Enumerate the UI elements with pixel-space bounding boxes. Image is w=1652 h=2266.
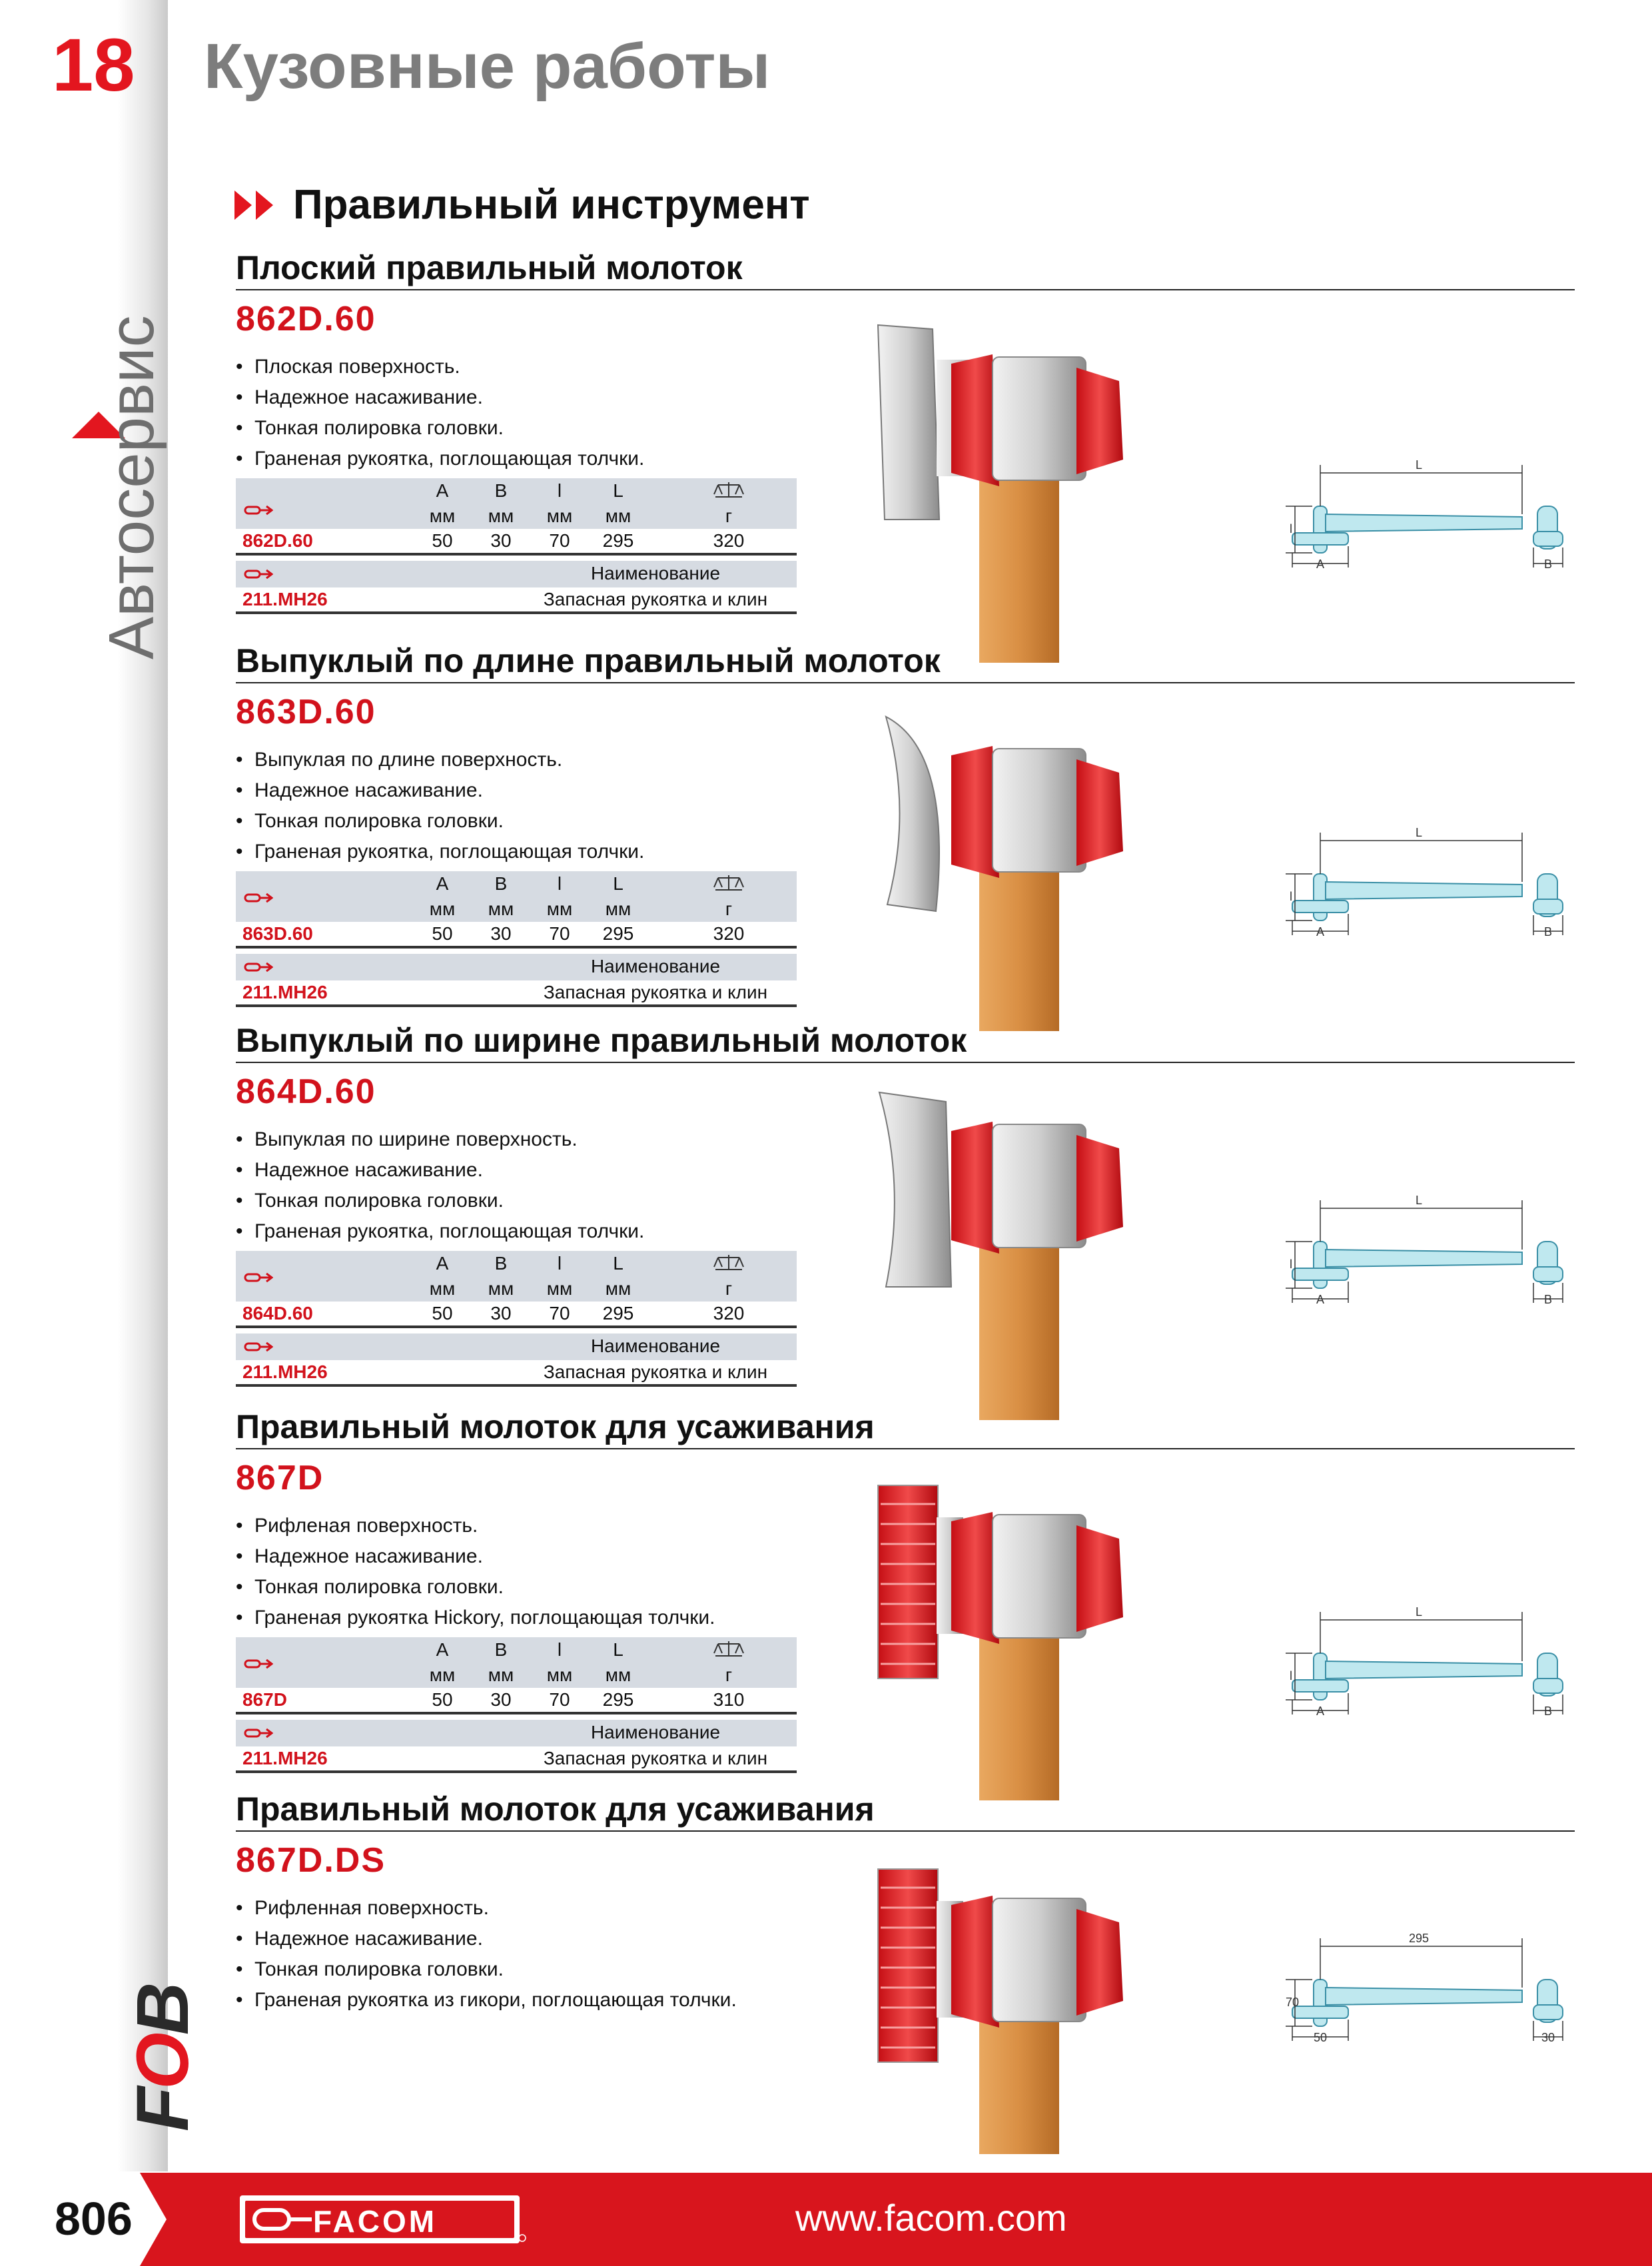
col-l-small-header: l	[557, 873, 562, 894]
spec-a: 50	[432, 923, 453, 944]
facom-logo	[240, 2195, 526, 2243]
feature-list	[236, 745, 835, 867]
col-l-small-header: l	[557, 1639, 562, 1660]
unit-label: мм	[429, 899, 456, 919]
unit-label: мм	[546, 1278, 573, 1299]
spare-ref: 211.MH26	[242, 1748, 328, 1768]
spec-table	[236, 1251, 797, 1387]
spec-weight: 320	[713, 923, 745, 944]
feature-item: • Тонкая полировка головки.	[236, 1572, 835, 1603]
reference-cue-icon	[244, 1726, 273, 1740]
product-title: Выпуклый по ширине правильный молоток	[236, 1022, 967, 1059]
spare-ref: 211.MH26	[242, 982, 328, 1002]
dim-label-B: B	[1543, 1704, 1553, 1718]
reference-cue-icon	[244, 1657, 273, 1671]
col-l-header: L	[613, 873, 623, 894]
feature-list	[236, 1124, 835, 1247]
unit-label: г	[725, 1278, 733, 1299]
spec-l-small: 70	[549, 530, 570, 551]
spare-row	[236, 1746, 797, 1773]
dimension-diagram	[1286, 1188, 1579, 1322]
unit-label: мм	[488, 1278, 514, 1299]
spec-l: 295	[602, 1689, 634, 1710]
spec-weight: 320	[713, 1303, 745, 1323]
hammer-867dds-image	[873, 1861, 1152, 2154]
spare-row	[236, 980, 797, 1007]
dim-label-A: A	[1316, 558, 1325, 571]
section-header	[234, 181, 810, 228]
page-title: Кузовные работы	[204, 31, 771, 102]
product-title: Правильный молоток для усаживания	[236, 1790, 875, 1828]
spec-l: 295	[602, 530, 634, 551]
weight-scale-icon	[702, 1637, 755, 1663]
spare-header	[236, 1720, 797, 1746]
feature-item: • Тонкая полировка головки.	[236, 1954, 835, 1985]
unit-label: мм	[429, 506, 456, 526]
reference-cue-icon	[244, 891, 273, 905]
spec-row	[236, 1688, 797, 1714]
dimension-diagram	[1286, 1926, 1579, 2060]
product-title: Плоский правильный молоток	[236, 249, 743, 286]
side-category-label: Автосервис	[96, 315, 167, 659]
spare-ref: 211.MH26	[242, 1361, 328, 1382]
product-code: 863D.60	[236, 693, 376, 731]
col-b-header: B	[494, 873, 508, 894]
dim-label-B: B	[1543, 558, 1553, 571]
feature-item: • Тонкая полировка головки.	[236, 413, 835, 444]
dim-label-A: A	[1316, 1293, 1325, 1306]
dim-label-l: l	[1290, 1258, 1292, 1271]
feature-item: • Рифленная поверхность.	[236, 1893, 835, 1924]
spec-l-small: 70	[549, 923, 570, 944]
hammer-867d-image	[873, 1477, 1152, 1800]
footer	[0, 2173, 1652, 2266]
spec-a: 50	[432, 1303, 453, 1323]
spec-b: 30	[490, 1303, 512, 1323]
spare-name: Запасная рукоятка и клин	[543, 589, 768, 609]
product-title: Правильный молоток для усаживания	[236, 1408, 875, 1445]
unit-label: мм	[546, 506, 573, 526]
hammer-864d-image	[873, 1087, 1152, 1420]
product-title: Выпуклый по длине правильный молоток	[236, 642, 941, 679]
feature-item: • Надежное насаживание.	[236, 1924, 835, 1954]
col-l-small-header: l	[557, 1253, 562, 1274]
spec-ref: 864D.60	[242, 1303, 313, 1323]
spare-header-label: Наименование	[590, 1335, 721, 1356]
spec-a: 50	[432, 1689, 453, 1710]
unit-label: мм	[488, 1665, 514, 1685]
feature-item: • Выпуклая по ширине поверхность.	[236, 1124, 835, 1155]
feature-item: • Тонкая полировка головки.	[236, 1186, 835, 1216]
col-a-header: A	[436, 1253, 449, 1274]
feature-item: • Надежное насаживание.	[236, 1541, 835, 1572]
dim-label-B: B	[1543, 1293, 1553, 1306]
feature-item: • Надежное насаживание.	[236, 775, 835, 806]
divider	[236, 1830, 1575, 1832]
col-l-small-header: l	[557, 480, 562, 501]
reference-cue-icon	[244, 1340, 273, 1353]
col-a-header: A	[436, 1639, 449, 1660]
feature-item: • Граненая рукоятка, поглощающая толчки.	[236, 837, 835, 867]
page-number: 806	[55, 2193, 133, 2245]
divider	[236, 1062, 1575, 1063]
spec-row	[236, 1302, 797, 1328]
double-arrow-icon	[234, 190, 277, 220]
product-code: 867D.DS	[236, 1841, 386, 1880]
col-l-header: L	[613, 480, 623, 501]
col-a-header: A	[436, 873, 449, 894]
unit-label: мм	[605, 1665, 631, 1685]
dim-label-A: 50	[1313, 2031, 1328, 2044]
unit-label: мм	[605, 1278, 631, 1299]
spare-header	[236, 561, 797, 587]
reference-cue-icon	[244, 504, 273, 517]
spec-weight: 310	[713, 1689, 745, 1710]
feature-item: • Граненая рукоятка Hickory, поглощающая толчки.	[236, 1603, 835, 1633]
spec-header	[236, 478, 797, 529]
unit-label: мм	[546, 1665, 573, 1685]
dim-label-A: A	[1316, 1704, 1325, 1718]
reference-cue-icon	[244, 960, 273, 974]
dim-label-L: L	[1415, 458, 1423, 472]
col-a-header: A	[436, 480, 449, 501]
col-b-header: B	[494, 1253, 508, 1274]
spare-row	[236, 587, 797, 614]
spare-header-label: Наименование	[590, 563, 721, 583]
dim-label-l: 70	[1286, 1996, 1300, 2009]
weight-scale-icon	[702, 871, 755, 897]
product-code: 862D.60	[236, 300, 376, 338]
spare-name: Запасная рукоятка и клин	[543, 1361, 768, 1382]
feature-item: • Надежное насаживание.	[236, 1155, 835, 1186]
reference-cue-icon	[244, 1271, 273, 1284]
brand-logo-fob: FOB	[122, 1984, 204, 2131]
unit-label: мм	[488, 506, 514, 526]
section-title: Правильный инструмент	[293, 182, 810, 228]
feature-list	[236, 1511, 835, 1633]
feature-item: • Выпуклая по длине поверхность.	[236, 745, 835, 775]
spec-b: 30	[490, 923, 512, 944]
facom-logo-text: FACOM	[313, 2204, 438, 2239]
spec-l: 295	[602, 923, 634, 944]
spare-row	[236, 1360, 797, 1387]
spec-weight: 320	[713, 530, 745, 551]
col-l-header: L	[613, 1639, 623, 1660]
feature-list	[236, 352, 835, 474]
unit-label: мм	[429, 1665, 456, 1685]
divider	[236, 289, 1575, 290]
spec-a: 50	[432, 530, 453, 551]
unit-label: мм	[488, 899, 514, 919]
spare-name: Запасная рукоятка и клин	[543, 1748, 768, 1768]
spec-table	[236, 871, 797, 1007]
spare-ref: 211.MH26	[242, 589, 328, 609]
weight-scale-icon	[702, 478, 755, 504]
unit-label: г	[725, 1665, 733, 1685]
spec-b: 30	[490, 1689, 512, 1710]
spec-header	[236, 1637, 797, 1688]
col-b-header: B	[494, 480, 508, 501]
spec-b: 30	[490, 530, 512, 551]
divider	[236, 682, 1575, 683]
spec-l-small: 70	[549, 1303, 570, 1323]
spec-table	[236, 1637, 797, 1773]
dim-label-L: L	[1415, 1194, 1423, 1207]
hammer-863d-image	[873, 711, 1152, 1031]
chapter-number: 18	[52, 23, 135, 107]
spec-ref: 867D	[242, 1689, 287, 1710]
spare-header-label: Наименование	[590, 1722, 721, 1742]
spec-header	[236, 871, 797, 922]
website-url[interactable]: www.facom.com	[795, 2197, 1067, 2239]
col-l-header: L	[613, 1253, 623, 1274]
dim-label-B: B	[1543, 925, 1553, 939]
product-code: 864D.60	[236, 1072, 376, 1111]
spec-header	[236, 1251, 797, 1302]
hammer-862d-image	[873, 320, 1152, 663]
spec-row	[236, 922, 797, 948]
dim-label-L: 295	[1408, 1932, 1430, 1945]
spec-table	[236, 478, 797, 614]
spec-l-small: 70	[549, 1689, 570, 1710]
feature-item: • Плоская поверхность.	[236, 352, 835, 382]
spare-header-label: Наименование	[590, 956, 721, 976]
dim-label-l: l	[1290, 890, 1292, 903]
reference-cue-icon	[244, 567, 273, 581]
feature-item: • Тонкая полировка головки.	[236, 806, 835, 837]
dimension-diagram	[1286, 1600, 1579, 1733]
spec-ref: 862D.60	[242, 530, 313, 551]
unit-label: г	[725, 899, 733, 919]
feature-item: • Граненая рукоятка из гикори, поглощающая толчки.	[236, 1985, 835, 2016]
unit-label: мм	[546, 899, 573, 919]
dim-label-L: L	[1415, 826, 1423, 839]
unit-label: мм	[429, 1278, 456, 1299]
product-code: 867D	[236, 1459, 324, 1497]
weight-scale-icon	[702, 1251, 755, 1276]
spec-ref: 863D.60	[242, 923, 313, 944]
spec-l: 295	[602, 1303, 634, 1323]
feature-item: • Надежное насаживание.	[236, 382, 835, 413]
spare-header	[236, 954, 797, 980]
divider	[236, 1448, 1575, 1449]
feature-list	[236, 1893, 835, 2016]
feature-item: • Граненая рукоятка, поглощающая толчки.	[236, 1216, 835, 1247]
dim-label-l: l	[1290, 1669, 1292, 1683]
feature-item: • Рифленая поверхность.	[236, 1511, 835, 1541]
unit-label: мм	[605, 899, 631, 919]
unit-label: г	[725, 506, 733, 526]
unit-label: мм	[605, 506, 631, 526]
dim-label-B: 30	[1541, 2031, 1555, 2044]
dim-label-A: A	[1316, 925, 1325, 939]
feature-item: • Граненая рукоятка, поглощающая толчки.	[236, 444, 835, 474]
dimension-diagram	[1286, 821, 1579, 954]
spare-name: Запасная рукоятка и клин	[543, 982, 768, 1002]
dim-label-l: l	[1290, 522, 1292, 536]
dim-label-L: L	[1415, 1605, 1423, 1619]
col-b-header: B	[494, 1639, 508, 1660]
spare-header	[236, 1333, 797, 1360]
spec-row	[236, 529, 797, 556]
dimension-diagram	[1286, 453, 1579, 586]
